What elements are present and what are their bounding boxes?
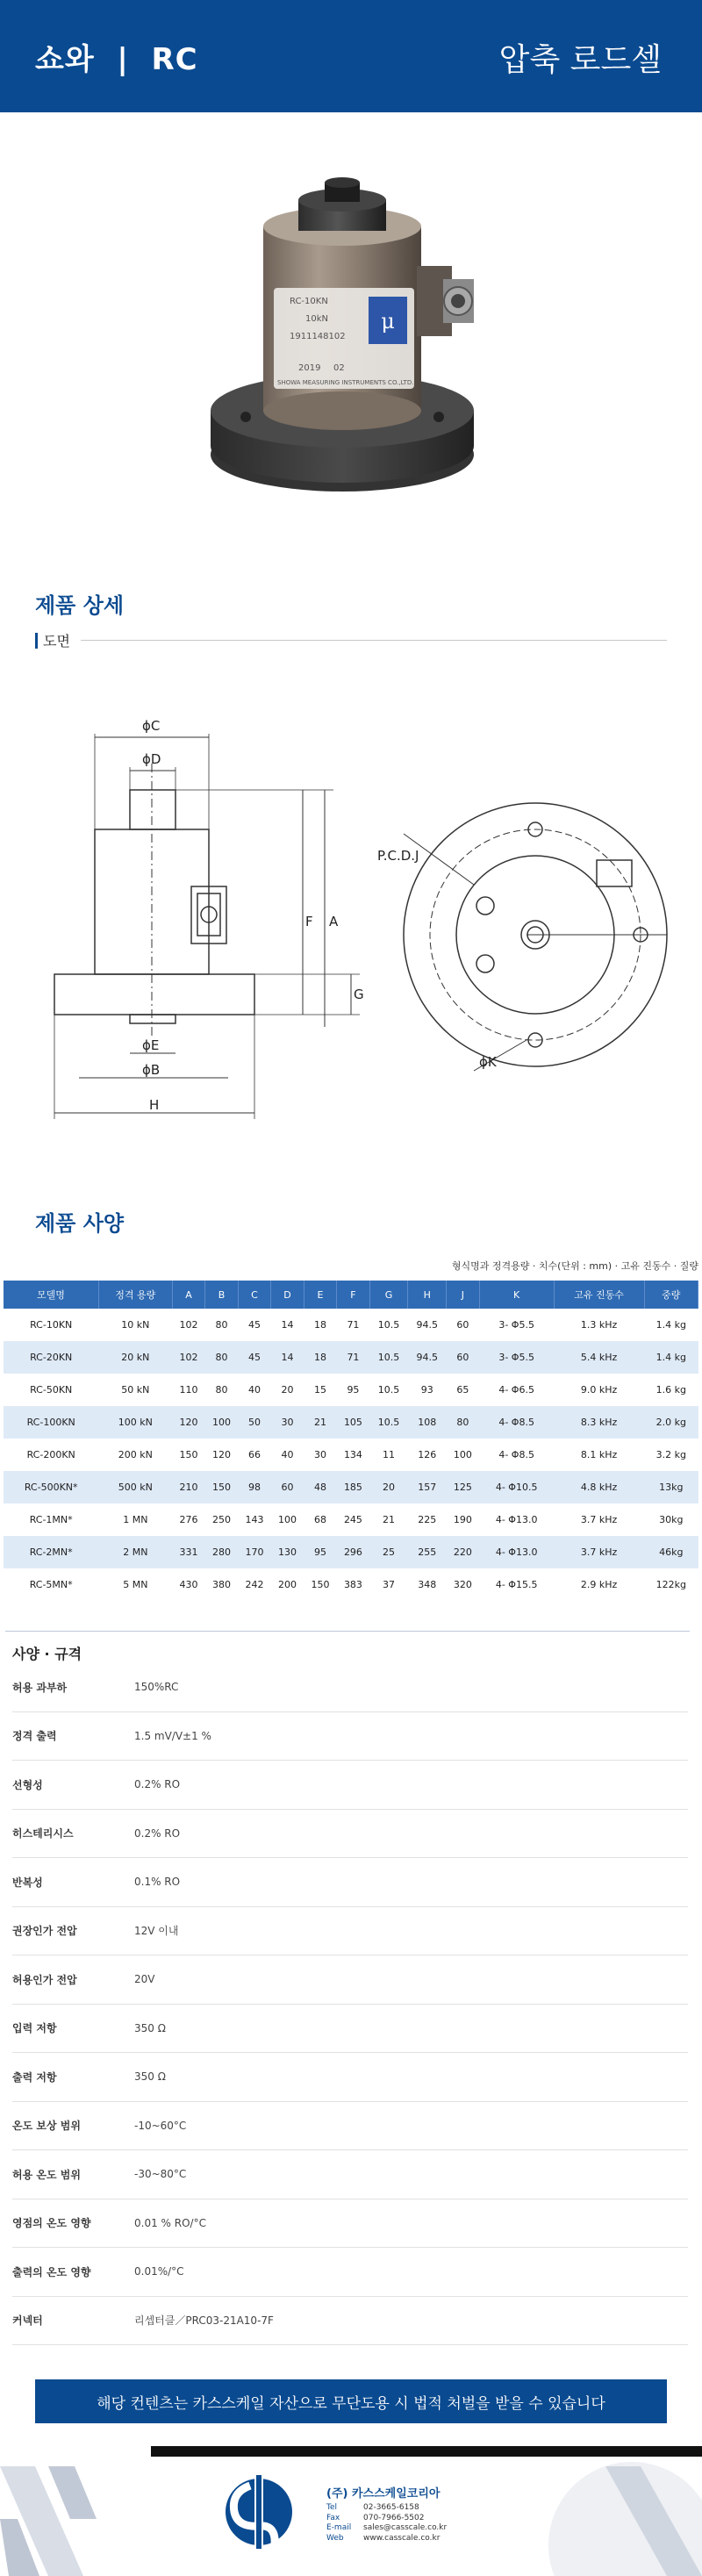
spec-col-header: J bbox=[447, 1281, 479, 1309]
table-cell: 100 kN bbox=[98, 1406, 172, 1439]
dimension-drawing-svg bbox=[0, 658, 702, 1141]
table-cell: 3.7 kHz bbox=[554, 1536, 644, 1568]
svg-text:02: 02 bbox=[333, 363, 345, 373]
table-cell: 46kg bbox=[644, 1536, 698, 1568]
spec-value: 350 Ω bbox=[134, 2021, 166, 2034]
spec-col-header: H bbox=[408, 1281, 447, 1309]
footer-tel: 02-3665-6158 bbox=[363, 2503, 419, 2512]
table-cell: 120 bbox=[172, 1406, 204, 1439]
table-cell: 130 bbox=[271, 1536, 304, 1568]
table-cell: 2.0 kg bbox=[644, 1406, 698, 1439]
table-cell: 68 bbox=[304, 1503, 336, 1536]
table-cell: 110 bbox=[172, 1374, 204, 1406]
table-cell: 102 bbox=[172, 1341, 204, 1374]
table-row bbox=[4, 1341, 698, 1374]
table-cell: 320 bbox=[447, 1568, 479, 1601]
table-cell: 125 bbox=[447, 1471, 479, 1503]
list-item bbox=[12, 2199, 688, 2249]
list-item bbox=[12, 2102, 688, 2151]
table-cell: 21 bbox=[369, 1503, 408, 1536]
table-cell: 15 bbox=[304, 1374, 336, 1406]
spec-key: 온도 보상 범위 bbox=[12, 2120, 81, 2133]
spec-col-header: K bbox=[479, 1281, 554, 1309]
spec-value: 0.2% RO bbox=[134, 1778, 181, 1791]
spec-col-header: E bbox=[304, 1281, 336, 1309]
table-cell: 276 bbox=[172, 1503, 204, 1536]
dim-g-label: G bbox=[354, 987, 364, 1002]
spec-value: 350 Ω bbox=[134, 2070, 166, 2084]
table-cell: RC-2MN* bbox=[4, 1536, 98, 1568]
table-cell: 11 bbox=[369, 1439, 408, 1471]
table-cell: 1 MN bbox=[98, 1503, 172, 1536]
spec-key: 권장인가 전압 bbox=[12, 1925, 77, 1938]
table-row bbox=[4, 1309, 698, 1341]
spec-key: 출력 저항 bbox=[12, 2070, 57, 2084]
spec-key: 허용인가 전압 bbox=[12, 1973, 77, 1986]
spec-value: 0.1% RO bbox=[134, 1876, 181, 1889]
dim-b-label: ϕB bbox=[142, 1062, 161, 1078]
spec-key: 히스테리시스 bbox=[12, 1827, 74, 1841]
spec-list-title: 사양 · 규격 bbox=[12, 1646, 82, 1662]
spec-key: 정격 출력 bbox=[12, 1730, 57, 1743]
table-cell: 4- Φ13.0 bbox=[479, 1536, 554, 1568]
list-item bbox=[12, 2005, 688, 2054]
spec-col-header: F bbox=[337, 1281, 369, 1309]
table-cell: 100 bbox=[205, 1406, 238, 1439]
table-cell: 255 bbox=[408, 1536, 447, 1568]
spec-table bbox=[4, 1281, 698, 1601]
table-cell: RC-500KN* bbox=[4, 1471, 98, 1503]
table-cell: 18 bbox=[304, 1341, 336, 1374]
technical-drawing bbox=[0, 658, 702, 1141]
footer-web[interactable]: www.casscale.co.kr bbox=[363, 2533, 441, 2543]
table-cell: 20 bbox=[271, 1374, 304, 1406]
table-cell: 108 bbox=[408, 1406, 447, 1439]
list-item bbox=[12, 1858, 688, 1907]
list-item bbox=[12, 2053, 688, 2102]
table-cell: 65 bbox=[447, 1374, 479, 1406]
dim-pcd-label: P.C.D.J bbox=[377, 848, 419, 864]
product-type-title: 압축 로드셀 bbox=[498, 42, 662, 78]
spec-table-header bbox=[4, 1281, 698, 1309]
table-cell: 105 bbox=[337, 1406, 369, 1439]
table-cell: 150 bbox=[172, 1439, 204, 1471]
spec-col-header: 고유 진동수 bbox=[554, 1281, 644, 1309]
table-row bbox=[4, 1439, 698, 1471]
spec-key: 영점의 온도 영향 bbox=[12, 2217, 91, 2230]
table-cell: 14 bbox=[271, 1309, 304, 1341]
table-cell: 170 bbox=[238, 1536, 270, 1568]
table-cell: 4- Φ8.5 bbox=[479, 1439, 554, 1471]
svg-text:1911148102: 1911148102 bbox=[290, 332, 346, 341]
table-cell: RC-100KN bbox=[4, 1406, 98, 1439]
table-cell: 102 bbox=[172, 1309, 204, 1341]
svg-text:μ: μ bbox=[381, 309, 395, 334]
table-cell: RC-1MN* bbox=[4, 1503, 98, 1536]
table-row bbox=[4, 1536, 698, 1568]
spec-value: 20V bbox=[134, 1973, 155, 1986]
table-cell: 10 kN bbox=[98, 1309, 172, 1341]
dim-a-label: A bbox=[329, 914, 339, 929]
table-cell: RC-50KN bbox=[4, 1374, 98, 1406]
table-cell: RC-200KN bbox=[4, 1439, 98, 1471]
spec-value: 0.2% RO bbox=[134, 1826, 181, 1840]
table-cell: 25 bbox=[369, 1536, 408, 1568]
table-cell: 134 bbox=[337, 1439, 369, 1471]
table-cell: 80 bbox=[447, 1406, 479, 1439]
spec-col-header: C bbox=[238, 1281, 270, 1309]
table-cell: 100 bbox=[271, 1503, 304, 1536]
table-cell: 48 bbox=[304, 1471, 336, 1503]
table-cell: 380 bbox=[205, 1568, 238, 1601]
table-cell: 45 bbox=[238, 1309, 270, 1341]
list-item bbox=[12, 1810, 688, 1859]
dim-f-label: F bbox=[305, 914, 313, 929]
table-cell: 8.1 kHz bbox=[554, 1439, 644, 1471]
table-cell: 95 bbox=[304, 1536, 336, 1568]
table-cell: 1.4 kg bbox=[644, 1341, 698, 1374]
table-cell: 3- Φ5.5 bbox=[479, 1341, 554, 1374]
list-item bbox=[12, 2297, 688, 2346]
page-header bbox=[0, 0, 702, 112]
list-item bbox=[12, 1955, 688, 2005]
table-cell: 157 bbox=[408, 1471, 447, 1503]
spec-value: 150%RC bbox=[134, 1681, 179, 1694]
table-cell: 94.5 bbox=[408, 1309, 447, 1341]
table-cell: 3- Φ5.5 bbox=[479, 1309, 554, 1341]
table-cell: 50 bbox=[238, 1406, 270, 1439]
subtitle-bar bbox=[35, 633, 38, 649]
spec-key: 커넥터 bbox=[12, 2314, 43, 2328]
table-cell: 30 bbox=[304, 1439, 336, 1471]
table-cell: 4- Φ6.5 bbox=[479, 1374, 554, 1406]
footer bbox=[0, 2431, 702, 2576]
table-cell: 5.4 kHz bbox=[554, 1341, 644, 1374]
dim-e-label: ϕE bbox=[142, 1037, 160, 1053]
table-cell: 95 bbox=[337, 1374, 369, 1406]
table-cell: 10.5 bbox=[369, 1309, 408, 1341]
table-cell: 100 bbox=[447, 1439, 479, 1471]
table-cell: 250 bbox=[205, 1503, 238, 1536]
list-item bbox=[12, 2248, 688, 2297]
table-cell: 122kg bbox=[644, 1568, 698, 1601]
spec-divider bbox=[5, 1631, 690, 1632]
table-cell: 430 bbox=[172, 1568, 204, 1601]
table-cell: 4- Φ13.0 bbox=[479, 1503, 554, 1536]
table-cell: 66 bbox=[238, 1439, 270, 1471]
table-cell: 3.2 kg bbox=[644, 1439, 698, 1471]
brand-model-title: 쇼와 | RC bbox=[35, 42, 198, 77]
svg-text:RC-10KN: RC-10KN bbox=[290, 297, 328, 306]
table-cell: 60 bbox=[447, 1309, 479, 1341]
drawing-subtitle-text: 도면 bbox=[43, 633, 70, 649]
table-cell: 143 bbox=[238, 1503, 270, 1536]
footer-contact: Tel 02-3665-6158 Fax 070-7966-5502 E-mail sales@casscale.co.kr Web www.casscale.co.kr bbox=[326, 2503, 448, 2543]
spec-key: 출력의 온도 영향 bbox=[12, 2265, 91, 2278]
table-cell: 4- Φ15.5 bbox=[479, 1568, 554, 1601]
dim-h-label: H bbox=[149, 1097, 160, 1113]
table-cell: 4.8 kHz bbox=[554, 1471, 644, 1503]
list-item bbox=[12, 1712, 688, 1762]
table-cell: 30 bbox=[271, 1406, 304, 1439]
table-cell: 9.0 kHz bbox=[554, 1374, 644, 1406]
table-cell: 296 bbox=[337, 1536, 369, 1568]
table-cell: 98 bbox=[238, 1471, 270, 1503]
table-cell: 20 bbox=[369, 1471, 408, 1503]
spec-col-header: G bbox=[369, 1281, 408, 1309]
svg-text:10kN: 10kN bbox=[305, 314, 328, 324]
spec-value: -30~80°C bbox=[134, 2168, 187, 2181]
spec-value: 0.01 % RO/°C bbox=[134, 2216, 206, 2229]
table-cell: 18 bbox=[304, 1309, 336, 1341]
table-cell: 10.5 bbox=[369, 1374, 408, 1406]
table-cell: 2 MN bbox=[98, 1536, 172, 1568]
svg-text:SHOWA MEASURING INSTRUMENTS CO: SHOWA MEASURING INSTRUMENTS CO.,LTD. bbox=[277, 379, 414, 386]
table-row bbox=[4, 1374, 698, 1406]
table-cell: RC-10KN bbox=[4, 1309, 98, 1341]
spec-value: 1.5 mV/V±1 % bbox=[134, 1729, 211, 1742]
table-cell: 60 bbox=[447, 1341, 479, 1374]
copyright-notice: 해당 컨텐츠는 카스스케일 자산으로 무단도용 시 법적 처벌을 받을 수 있습니다 bbox=[35, 2379, 667, 2423]
list-item bbox=[12, 2150, 688, 2199]
spec-col-header: 중량 bbox=[644, 1281, 698, 1309]
table-cell: 1.3 kHz bbox=[554, 1309, 644, 1341]
drawing-subtitle bbox=[35, 630, 667, 650]
table-cell: 60 bbox=[271, 1471, 304, 1503]
table-cell: 4- Φ10.5 bbox=[479, 1471, 554, 1503]
table-cell: 120 bbox=[205, 1439, 238, 1471]
table-cell: 4- Φ8.5 bbox=[479, 1406, 554, 1439]
dim-k-label: ϕK bbox=[479, 1054, 497, 1070]
table-row bbox=[4, 1471, 698, 1503]
spec-value: -10~60°C bbox=[134, 2119, 187, 2132]
footer-band bbox=[151, 2446, 702, 2457]
table-cell: 37 bbox=[369, 1568, 408, 1601]
spec-key: 허용 과부하 bbox=[12, 1681, 68, 1694]
spec-key: 입력 저항 bbox=[12, 2022, 57, 2035]
unit-note: 형식명과 정격용량 · 치수(단위 : mm) · 고유 진동수 · 질량 bbox=[451, 1260, 698, 1272]
product-photo bbox=[0, 112, 702, 581]
table-cell: 8.3 kHz bbox=[554, 1406, 644, 1439]
list-item bbox=[12, 1761, 688, 1810]
table-cell: 94.5 bbox=[408, 1341, 447, 1374]
table-cell: 220 bbox=[447, 1536, 479, 1568]
cas-logo-icon bbox=[226, 2475, 292, 2563]
table-cell: 3.7 kHz bbox=[554, 1503, 644, 1536]
table-cell: 242 bbox=[238, 1568, 270, 1601]
spec-value: 리셉터클／PRC03-21A10-7F bbox=[134, 2314, 274, 2328]
table-cell: 80 bbox=[205, 1341, 238, 1374]
spec-table-body bbox=[4, 1309, 698, 1601]
spec-value: 12V 이내 bbox=[134, 1925, 179, 1938]
table-cell: 21 bbox=[304, 1406, 336, 1439]
table-cell: 500 kN bbox=[98, 1471, 172, 1503]
table-cell: 280 bbox=[205, 1536, 238, 1568]
table-cell: 190 bbox=[447, 1503, 479, 1536]
table-cell: 150 bbox=[304, 1568, 336, 1601]
spec-value: 0.01%/°C bbox=[134, 2265, 184, 2278]
table-cell: 383 bbox=[337, 1568, 369, 1601]
table-cell: 245 bbox=[337, 1503, 369, 1536]
spec-key: 선형성 bbox=[12, 1778, 43, 1791]
table-cell: 210 bbox=[172, 1471, 204, 1503]
spec-col-header: A bbox=[172, 1281, 204, 1309]
table-cell: 10.5 bbox=[369, 1341, 408, 1374]
footer-company: (주) 카스스케일코리아 bbox=[326, 2487, 441, 2501]
table-cell: 45 bbox=[238, 1341, 270, 1374]
table-cell: 14 bbox=[271, 1341, 304, 1374]
table-cell: 200 kN bbox=[98, 1439, 172, 1471]
table-cell: 80 bbox=[205, 1374, 238, 1406]
svg-text:2019: 2019 bbox=[298, 363, 321, 373]
table-cell: 40 bbox=[238, 1374, 270, 1406]
table-cell: 71 bbox=[337, 1341, 369, 1374]
table-row bbox=[4, 1406, 698, 1439]
spec-key: 반복성 bbox=[12, 1876, 43, 1889]
table-cell: 40 bbox=[271, 1439, 304, 1471]
table-cell: 1.6 kg bbox=[644, 1374, 698, 1406]
table-cell: 20 kN bbox=[98, 1341, 172, 1374]
table-cell: 71 bbox=[337, 1309, 369, 1341]
table-cell: 10.5 bbox=[369, 1406, 408, 1439]
spec-key: 허용 온도 범위 bbox=[12, 2168, 81, 2181]
footer-fax: 070-7966-5502 bbox=[363, 2513, 425, 2522]
spec-col-header: 정격 용량 bbox=[98, 1281, 172, 1309]
table-cell: 331 bbox=[172, 1536, 204, 1568]
spec-col-header: D bbox=[271, 1281, 304, 1309]
table-cell: 5 MN bbox=[98, 1568, 172, 1601]
dim-d-label: ϕD bbox=[142, 751, 161, 767]
table-cell: 93 bbox=[408, 1374, 447, 1406]
table-cell: 348 bbox=[408, 1568, 447, 1601]
table-cell: 1.4 kg bbox=[644, 1309, 698, 1341]
table-cell: 13kg bbox=[644, 1471, 698, 1503]
spec-list bbox=[12, 1663, 688, 2345]
table-cell: RC-5MN* bbox=[4, 1568, 98, 1601]
table-cell: RC-20KN bbox=[4, 1341, 98, 1374]
table-row bbox=[4, 1503, 698, 1536]
spec-col-header: B bbox=[205, 1281, 238, 1309]
table-cell: 150 bbox=[205, 1471, 238, 1503]
table-cell: 185 bbox=[337, 1471, 369, 1503]
table-cell: 200 bbox=[271, 1568, 304, 1601]
table-cell: 80 bbox=[205, 1309, 238, 1341]
load-cell-illustration bbox=[0, 112, 702, 581]
list-item bbox=[12, 1663, 688, 1712]
spec-section-title: 제품 사양 bbox=[35, 1211, 125, 1236]
footer-email[interactable]: sales@casscale.co.kr bbox=[363, 2523, 448, 2532]
dim-c-label: ϕC bbox=[142, 718, 161, 734]
table-cell: 126 bbox=[408, 1439, 447, 1471]
list-item bbox=[12, 1907, 688, 1956]
table-cell: 225 bbox=[408, 1503, 447, 1536]
detail-section-title: 제품 상세 bbox=[35, 593, 125, 618]
table-cell: 50 kN bbox=[98, 1374, 172, 1406]
table-cell: 2.9 kHz bbox=[554, 1568, 644, 1601]
table-cell: 30kg bbox=[644, 1503, 698, 1536]
spec-col-header: 모델명 bbox=[4, 1281, 98, 1309]
table-row bbox=[4, 1568, 698, 1601]
subtitle-divider bbox=[81, 640, 667, 641]
